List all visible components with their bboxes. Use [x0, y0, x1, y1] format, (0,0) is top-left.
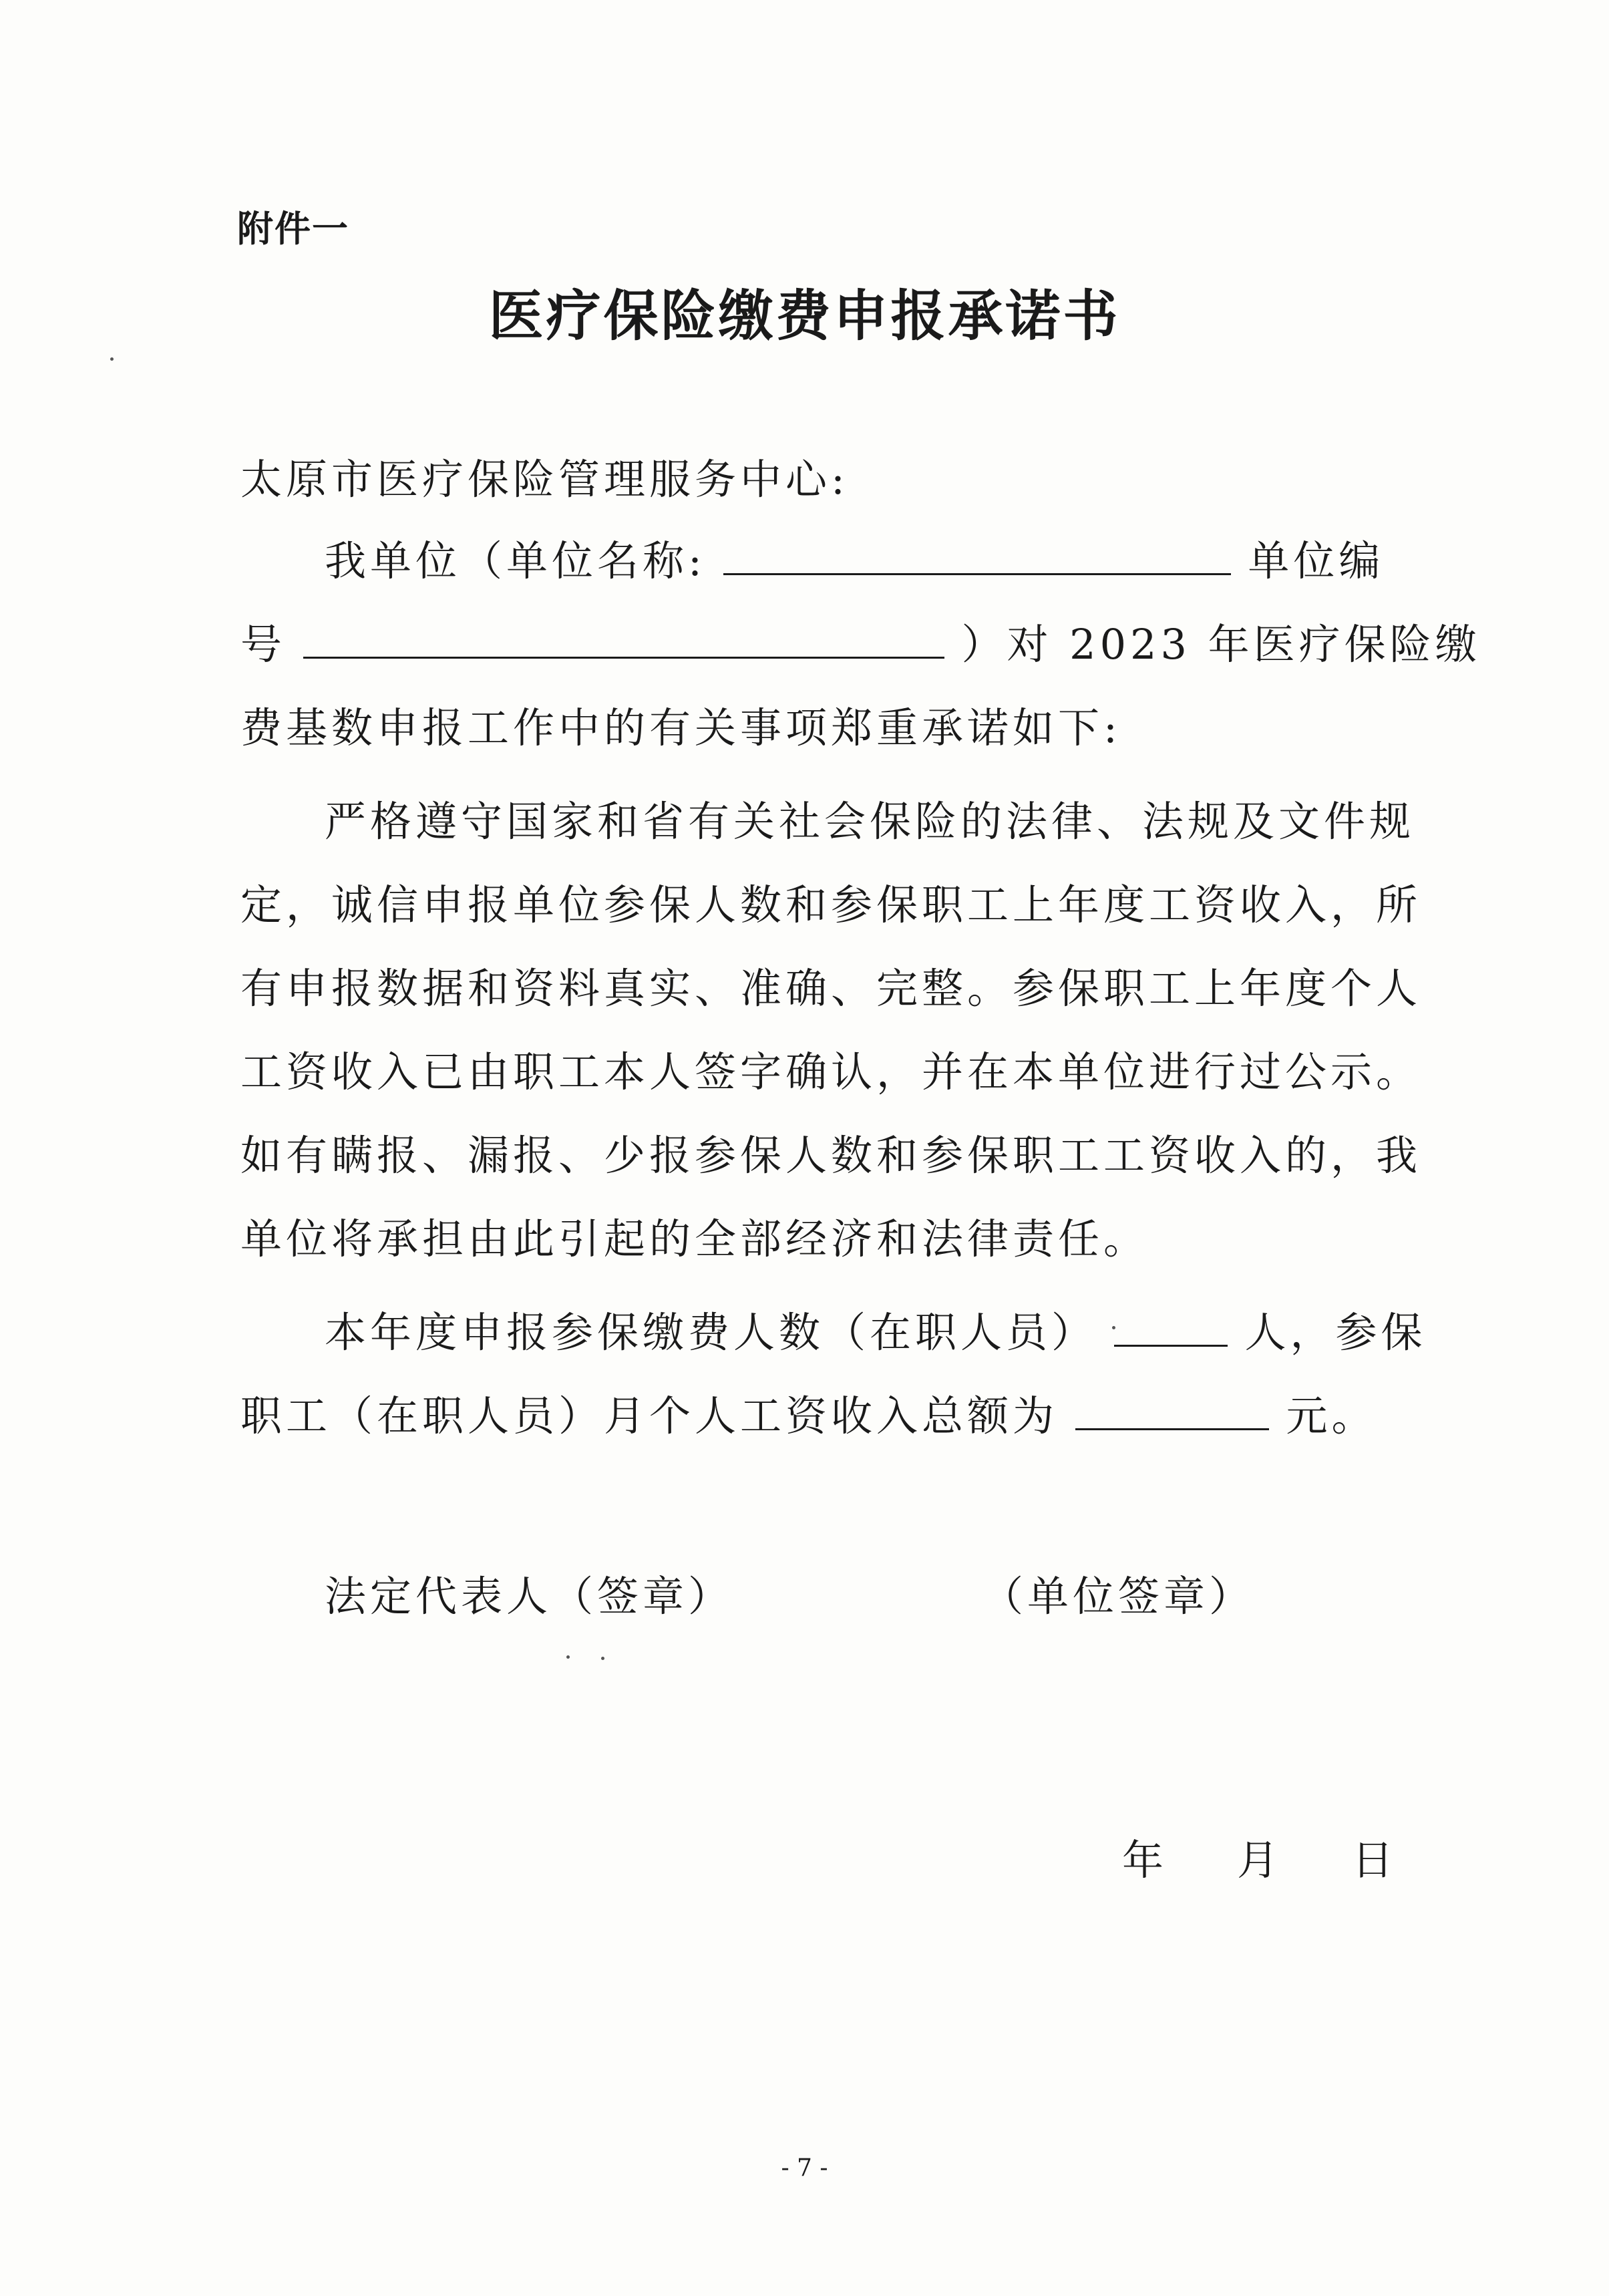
- date-month: 月: [1237, 1836, 1279, 1884]
- paragraph-2-line-6: 单位将承担由此引起的全部经济和法律责任。: [240, 1214, 1149, 1263]
- unit-name-blank[interactable]: [723, 534, 1231, 575]
- headcount-prefix: 本年度申报参保缴费人数（在职人员）: [325, 1308, 1097, 1357]
- paragraph-3-line-1: [325, 1299, 1426, 1359]
- document-title: 医疗保险缴费申报承诺书: [488, 284, 1121, 348]
- signature-date: [1122, 1827, 1393, 1887]
- paragraph-1-line-3: 费基数申报工作中的有关事项郑重承诺如下:: [240, 703, 1121, 752]
- scan-speck: [1112, 1326, 1115, 1329]
- headcount-suffix: 人，参保: [1244, 1308, 1427, 1357]
- salary-total-prefix: 职工（在职人员）月个人工资收入总额为: [240, 1391, 1059, 1440]
- salary-total-suffix: 元。: [1286, 1391, 1377, 1440]
- attachment-label: 附件一: [237, 208, 349, 250]
- date-year: 年: [1122, 1836, 1164, 1884]
- scan-speck: [110, 357, 114, 361]
- paragraph-2-line-5: 如有瞒报、漏报、少报参保人数和参保职工工资收入的，我: [240, 1131, 1422, 1180]
- paragraph-1-line-2: [240, 611, 1481, 671]
- paragraph-2-line-2: 定，诚信申报单位参保人数和参保职工上年度工资收入，所: [240, 880, 1422, 929]
- unit-name-prefix: 我单位（单位名称:: [325, 536, 706, 585]
- scan-speck: [601, 1657, 604, 1660]
- addressee: 太原市医疗保险管理服务中心:: [240, 455, 849, 504]
- paragraph-1-line-1: [325, 528, 1384, 587]
- unit-code-blank[interactable]: [303, 618, 944, 659]
- unit-code-suffix: 号: [240, 620, 287, 669]
- unit-code-prefix: 单位编: [1248, 536, 1385, 585]
- paragraph-2-line-3: 有申报数据和资料真实、准确、完整。参保职工上年度个人: [240, 964, 1422, 1013]
- scan-speck: [566, 1655, 570, 1659]
- headcount-blank[interactable]: [1114, 1306, 1228, 1347]
- year-commitment-text: ）对 2023 年医疗保险缴: [961, 620, 1481, 669]
- paragraph-3-line-2: [240, 1383, 1377, 1442]
- legal-representative-signature: 法定代表人（签章）: [325, 1572, 734, 1621]
- paragraph-2-line-1: 严格遵守国家和省有关社会保险的法律、法规及文件规: [325, 797, 1415, 846]
- page-number: - 7 -: [781, 2154, 828, 2182]
- paragraph-2-line-4: 工资收入已由职工本人签字确认，并在本单位进行过公示。: [240, 1047, 1422, 1096]
- salary-total-blank[interactable]: [1075, 1389, 1269, 1430]
- date-day: 日: [1352, 1836, 1394, 1884]
- unit-seal: （单位签章）: [982, 1572, 1255, 1621]
